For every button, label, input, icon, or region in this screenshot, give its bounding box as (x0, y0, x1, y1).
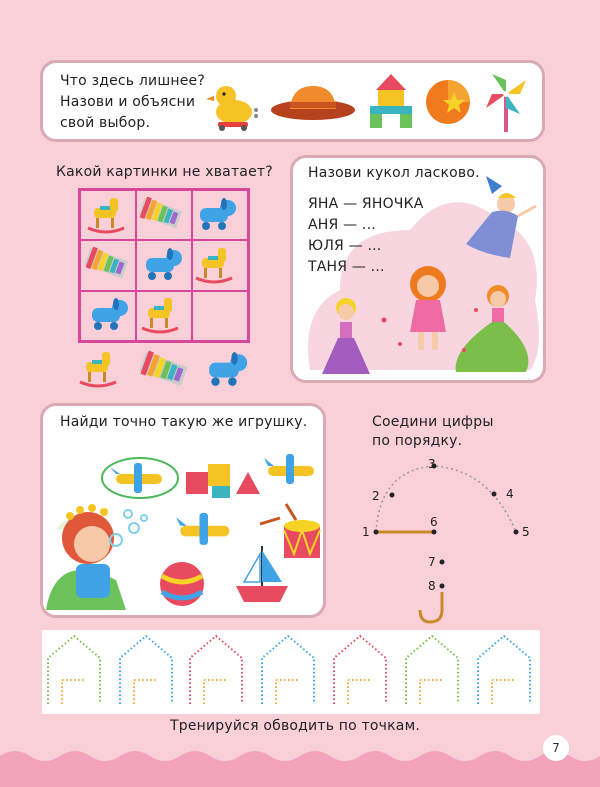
task3-line-3: ЮЛЯ — ... (308, 238, 382, 254)
umbrella-handle-icon[interactable] (360, 450, 540, 630)
task3-line-4: ТАНЯ — ... (308, 259, 385, 275)
task2-title: Какой картинки не хватает? (56, 164, 273, 180)
duck-icon[interactable] (204, 80, 264, 130)
task1-line-2: Назови и объясни (60, 94, 196, 110)
rocking-horse-icon[interactable] (76, 348, 120, 388)
dotted-houses-row[interactable] (42, 632, 540, 714)
dot-number-8: 8 (428, 579, 436, 593)
task3-line-1: ЯНА — ЯНОЧКА (308, 196, 424, 212)
task3-title: Назови кукол ласково. (308, 165, 480, 181)
toy-dog-icon (84, 296, 130, 332)
dot-number-1: 1 (362, 525, 370, 539)
toy-dog-icon (192, 196, 238, 232)
dot-number-7: 7 (428, 555, 436, 569)
task1-line-3: свой выбор. (60, 115, 151, 131)
ball-icon[interactable] (158, 560, 206, 608)
airplane-icon[interactable] (100, 455, 180, 501)
toy-dog-icon[interactable] (200, 350, 250, 388)
sailboat-icon[interactable] (232, 544, 292, 606)
ball-icon[interactable] (424, 78, 472, 126)
confetti-dots (380, 300, 520, 360)
xylophone-icon (136, 196, 184, 232)
doll-icon[interactable] (318, 294, 374, 378)
airplane-icon[interactable] (176, 510, 240, 550)
block-castle-icon[interactable] (368, 72, 414, 130)
pinwheel-icon[interactable] (482, 70, 530, 134)
hat-icon[interactable] (268, 82, 358, 124)
task3-line-2: АНЯ — ... (308, 217, 376, 233)
dot-number-2: 2 (372, 489, 380, 503)
rocking-horse-icon (84, 194, 128, 234)
airplane-icon[interactable] (264, 452, 324, 488)
xylophone-icon (82, 246, 130, 282)
doll-icon[interactable] (462, 172, 540, 262)
bottom-wave-decoration (0, 746, 600, 787)
page-number: 7 (543, 735, 569, 761)
dot-number-3: 3 (428, 457, 436, 471)
dot-number-5: 5 (522, 525, 530, 539)
blocks-icon[interactable] (184, 458, 260, 502)
task6-caption: Тренируйся обводить по точкам. (170, 718, 421, 734)
task5-line-1: Соедини цифры (372, 414, 494, 430)
task1-line-1: Что здесь лишнее? (60, 73, 205, 89)
dot-number-4: 4 (506, 487, 514, 501)
task5-line-2: по порядку. (372, 433, 463, 449)
xylophone-icon[interactable] (136, 350, 190, 390)
rocking-horse-icon (138, 294, 182, 334)
toy-dog-icon (138, 246, 184, 282)
grid-cell-empty[interactable] (192, 291, 248, 341)
dot-number-6: 6 (430, 515, 438, 529)
task4-title: Найди точно такую же игрушку. (60, 414, 308, 430)
rocking-horse-icon (192, 244, 236, 284)
